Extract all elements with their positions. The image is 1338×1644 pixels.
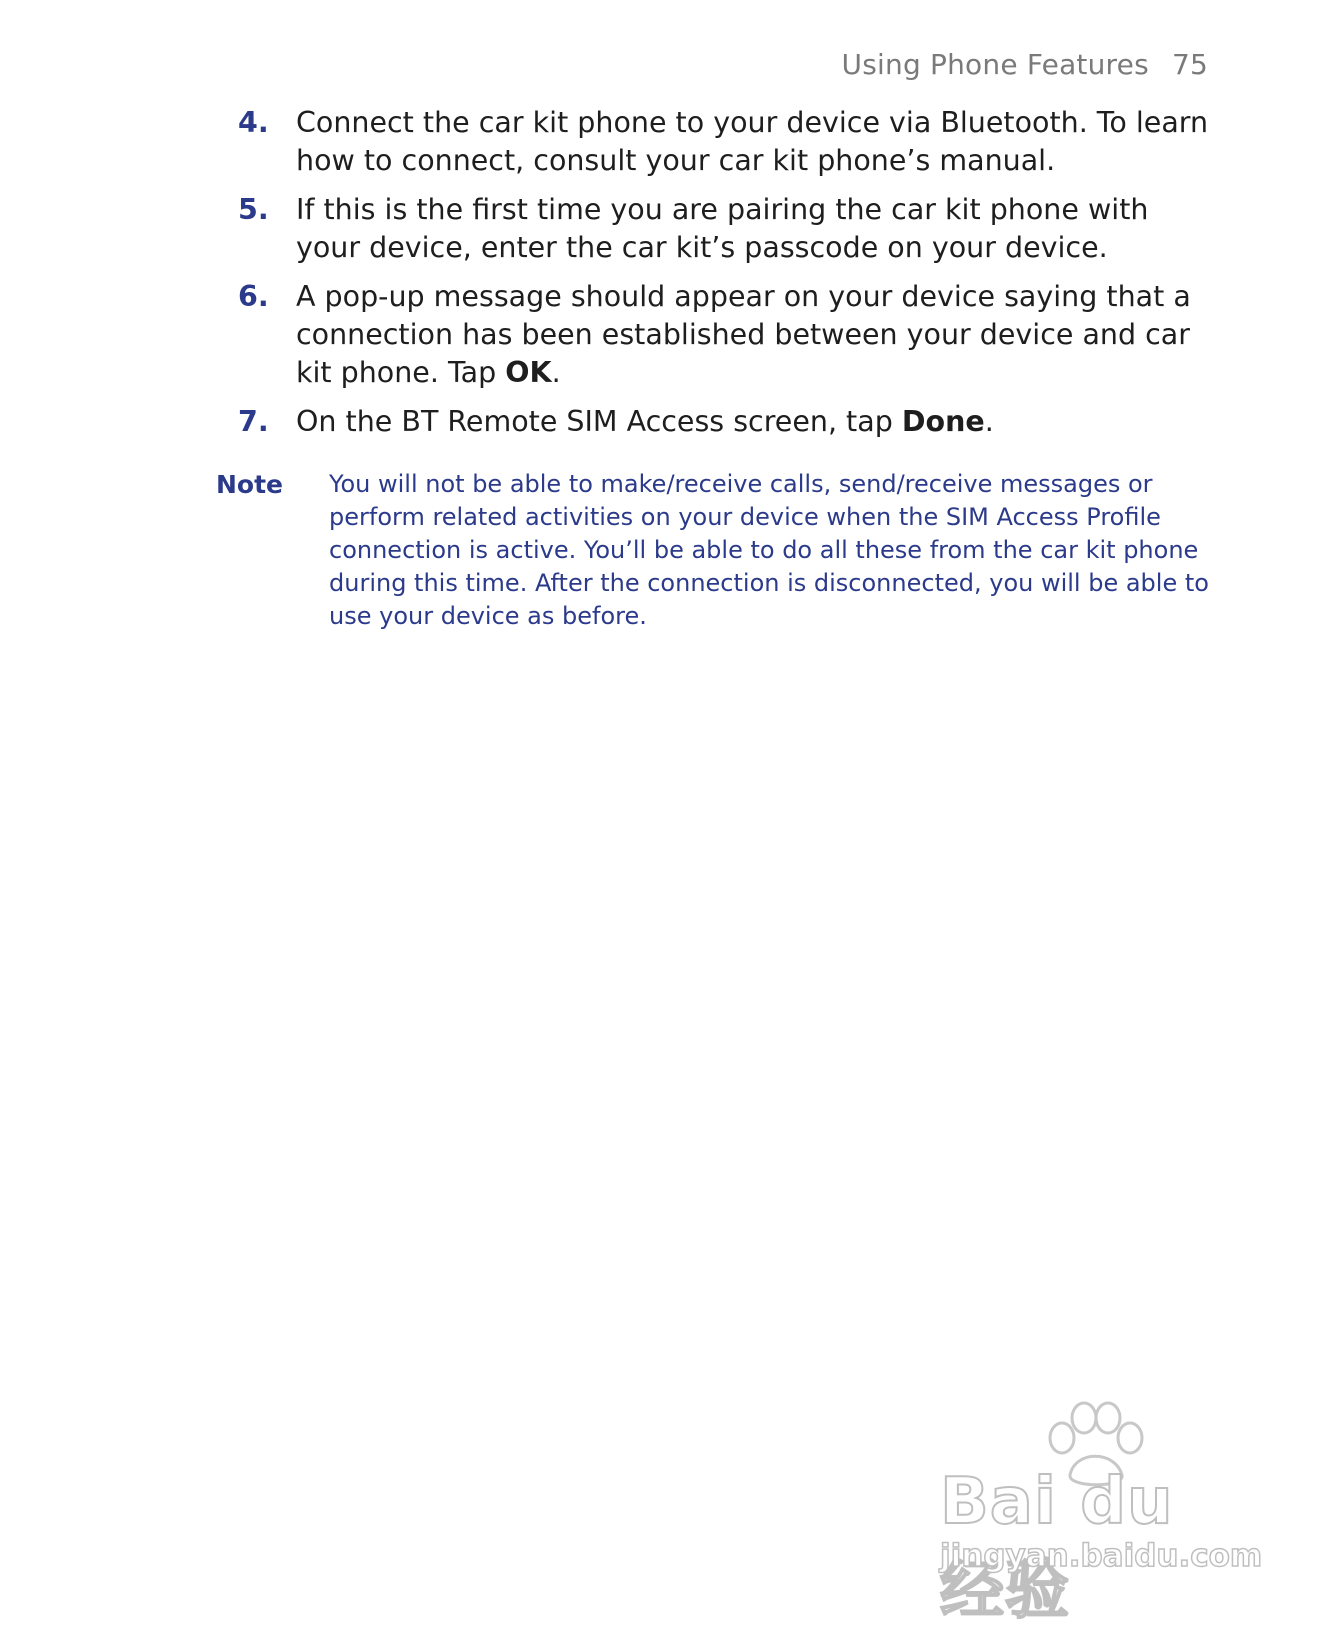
done-label: Done — [901, 405, 985, 438]
section-title: Using Phone Features — [841, 48, 1149, 81]
step-number: 6. — [238, 280, 269, 313]
baidu-watermark — [940, 1400, 1263, 1628]
step-text-end: . — [984, 405, 994, 438]
watermark-brand: Bai du 经验 — [940, 1465, 1174, 1628]
note-text: You will not be able to make/receive calls, send/receive messages or perform related activities on your device when the SIM Access Profile connection is active. You’ll be able to do all these from the car kit phone during this time. After the connection is disconnected, you will be able to use your device as before. — [329, 470, 1209, 630]
step-text-end: . — [551, 356, 561, 389]
note-label: Note — [216, 470, 284, 499]
step-text: On the BT Remote SIM Access screen, tap — [296, 405, 902, 438]
step-text: If this is the first time you are pairing the car kit phone with your device, enter the car kit’s passcode on your device. — [296, 193, 1149, 264]
step-4 — [238, 104, 1218, 180]
step-number: 4. — [238, 106, 269, 139]
step-7 — [238, 403, 1218, 441]
page-header — [842, 48, 1208, 81]
step-5 — [238, 191, 1218, 267]
step-6 — [238, 278, 1218, 392]
step-text: Connect the car kit phone to your device via Bluetooth. To learn how to connect, consult your car kit phone’s manual. — [296, 106, 1209, 177]
step-number: 7. — [238, 405, 269, 438]
note-box — [216, 468, 1236, 633]
steps-list — [238, 104, 1218, 452]
step-text: A pop-up message should appear on your device saying that a connection has been established between your device and car kit phone. Tap — [296, 280, 1191, 389]
ok-label: OK — [505, 356, 552, 389]
step-number: 5. — [238, 193, 269, 226]
watermark-url: jingyan.baidu.com — [940, 1538, 1263, 1574]
page-number: 75 — [1171, 48, 1208, 81]
